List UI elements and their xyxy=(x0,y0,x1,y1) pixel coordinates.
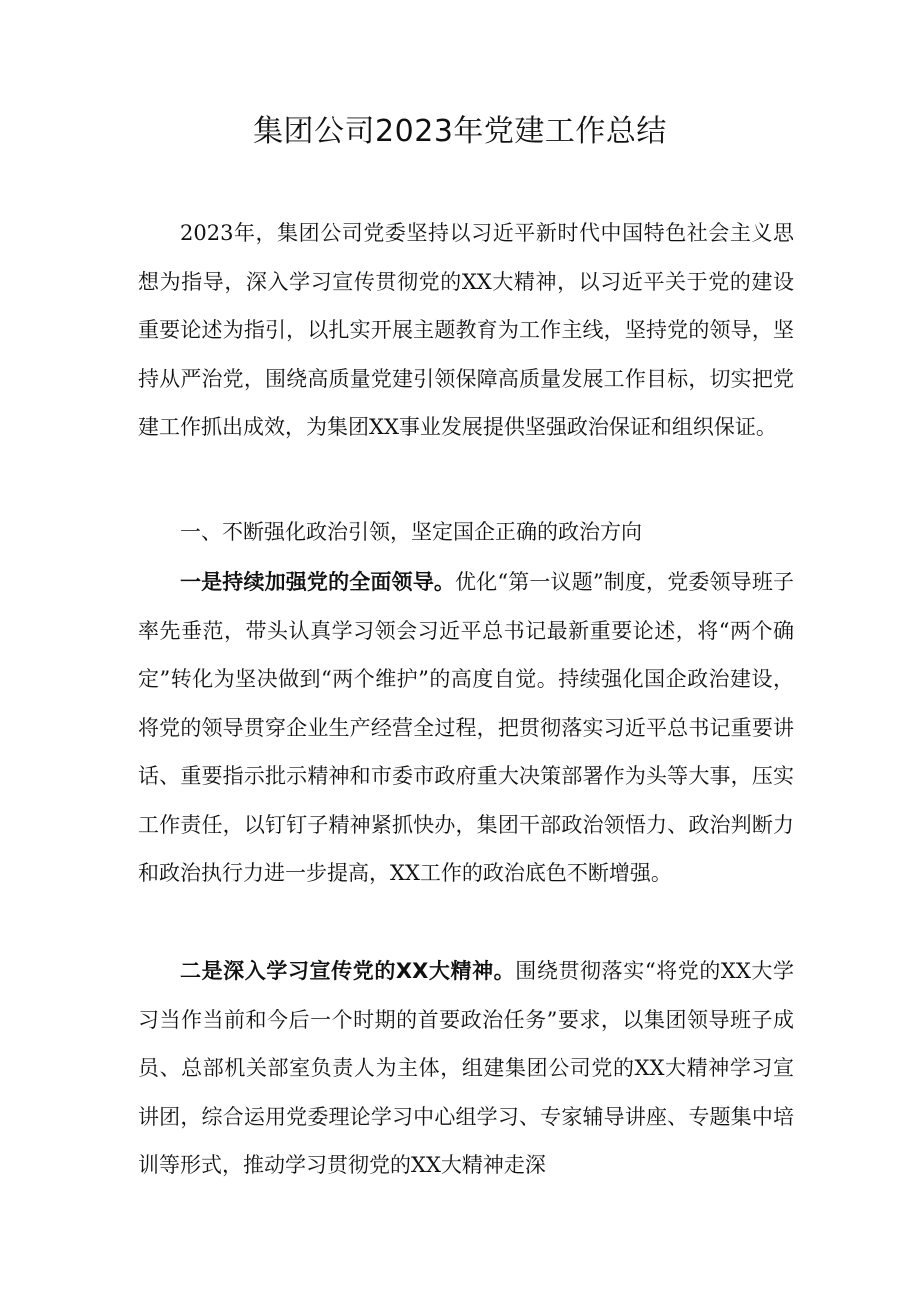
document-title: 集团公司2023年党建工作总结 xyxy=(253,114,667,149)
item-1-lead: 一是持续加强党的全面领导。 xyxy=(180,570,456,594)
item-2-lead: 二是深入学习宣传党的XX大精神。 xyxy=(180,959,516,983)
item-1-text: 优化“第一议题”制度，党委领导班子率先垂范，带头认真学习领会习近平总书记最新重要论述，将“两个确定”转化为坚决做到“两个维护”的高度自觉。持续强化国企政治建设，将党的领导贯穿企业生产经营全过程，把贯彻落实习近平总书记重要讲话、重要指示批示精神和市委市政府重大决策部署作为头等大事，压实工作责任，以钉钉子精神紧抓快办，集团干部政治领悟力、政治判断力和政治执行力进一步提高，XX工作的政治底色不断增强。 xyxy=(138,570,794,885)
item-2-text: 围绕贯彻落实“将党的XX大学习当作当前和今后一个时期的首要政治任务”要求，以集团领导班子成员、总部机关部室负责人为主体，组建集团公司党的XX大精神学习宣讲团，综合运用党委理论学习中心组学习、专家辅导讲座、专题集中培训等形式，推动学习贯彻党的XX大精神走深 xyxy=(138,959,794,1177)
section-heading: 一、不断强化政治引领，坚定国企正确的政治方向 xyxy=(180,520,642,544)
paragraph-item-1 xyxy=(138,558,794,898)
paragraph-item-2 xyxy=(138,947,794,1190)
intro-paragraph: 2023年，集团公司党委坚持以习近平新时代中国特色社会主义思想为指导，深入学习宣传贯彻党的XX大精神，以习近平关于党的建设重要论述为指引，以扎实开展主题教育为工作主线，坚持党的领导，坚持从严治党，围绕高质量党建引领保障高质量发展工作目标，切实把党建工作抓出成效，为集团XX事业发展提供坚强政治保证和组织保证。 xyxy=(138,221,794,439)
